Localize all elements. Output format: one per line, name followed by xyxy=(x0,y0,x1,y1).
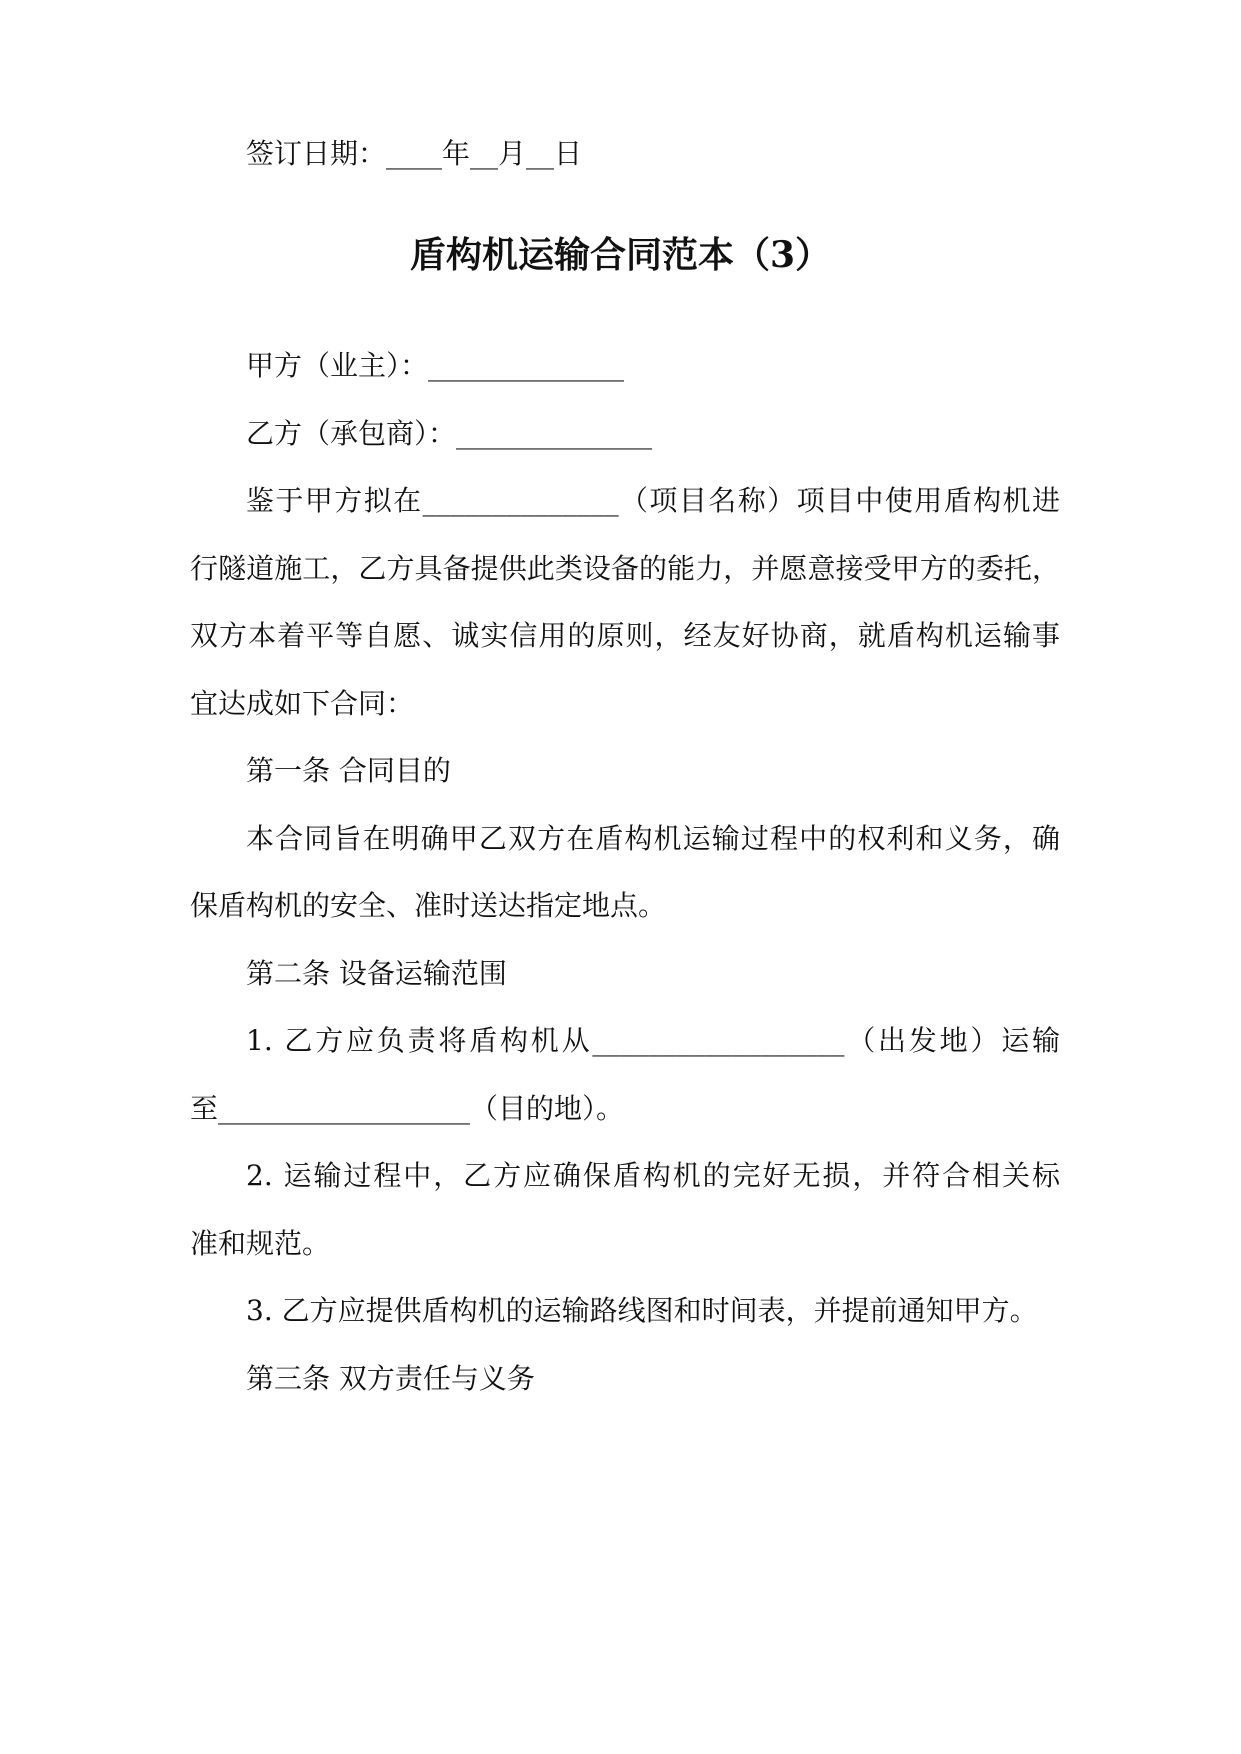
preamble-line-1: 鉴于甲方拟在______________（项目名称）项目中使用盾构机进 xyxy=(246,484,1060,517)
item1-line-2: 至__________________（目的地）。 xyxy=(190,1092,625,1125)
article1-heading: 第一条 合同目的 xyxy=(246,754,451,787)
article3-heading: 第三条 双方责任与义务 xyxy=(246,1362,535,1395)
article2-heading: 第二条 设备运输范围 xyxy=(246,957,507,990)
preamble-line-3: 双方本着平等自愿、诚实信用的原则，经友好协商，就盾构机运输事 xyxy=(190,619,1060,652)
preamble-line-2: 行隧道施工，乙方具备提供此类设备的能力，并愿意接受甲方的委托， xyxy=(190,552,1060,585)
document-title: 盾构机运输合同范本（3） xyxy=(409,234,832,276)
item2-line-1: 2. 运输过程中，乙方应确保盾构机的完好无损，并符合相关标 xyxy=(246,1159,1060,1192)
item1-line-1: 1. 乙方应负责将盾构机从__________________（出发地）运输 xyxy=(246,1024,1060,1057)
party-b-line: 乙方（承包商）：______________ xyxy=(246,417,653,450)
party-a-line: 甲方（业主）：______________ xyxy=(246,349,625,382)
item2-line-2: 准和规范。 xyxy=(190,1227,331,1260)
sign-date: 签订日期：____年__月__日 xyxy=(246,137,583,170)
article1-body-line-1: 本合同旨在明确甲乙双方在盾构机运输过程中的权利和义务，确 xyxy=(246,822,1060,855)
item3-line: 3. 乙方应提供盾构机的运输路线图和时间表，并提前通知甲方。 xyxy=(246,1294,1038,1327)
article1-body-line-2: 保盾构机的安全、准时送达指定地点。 xyxy=(190,889,667,922)
preamble-line-4: 宜达成如下合同： xyxy=(190,687,415,720)
